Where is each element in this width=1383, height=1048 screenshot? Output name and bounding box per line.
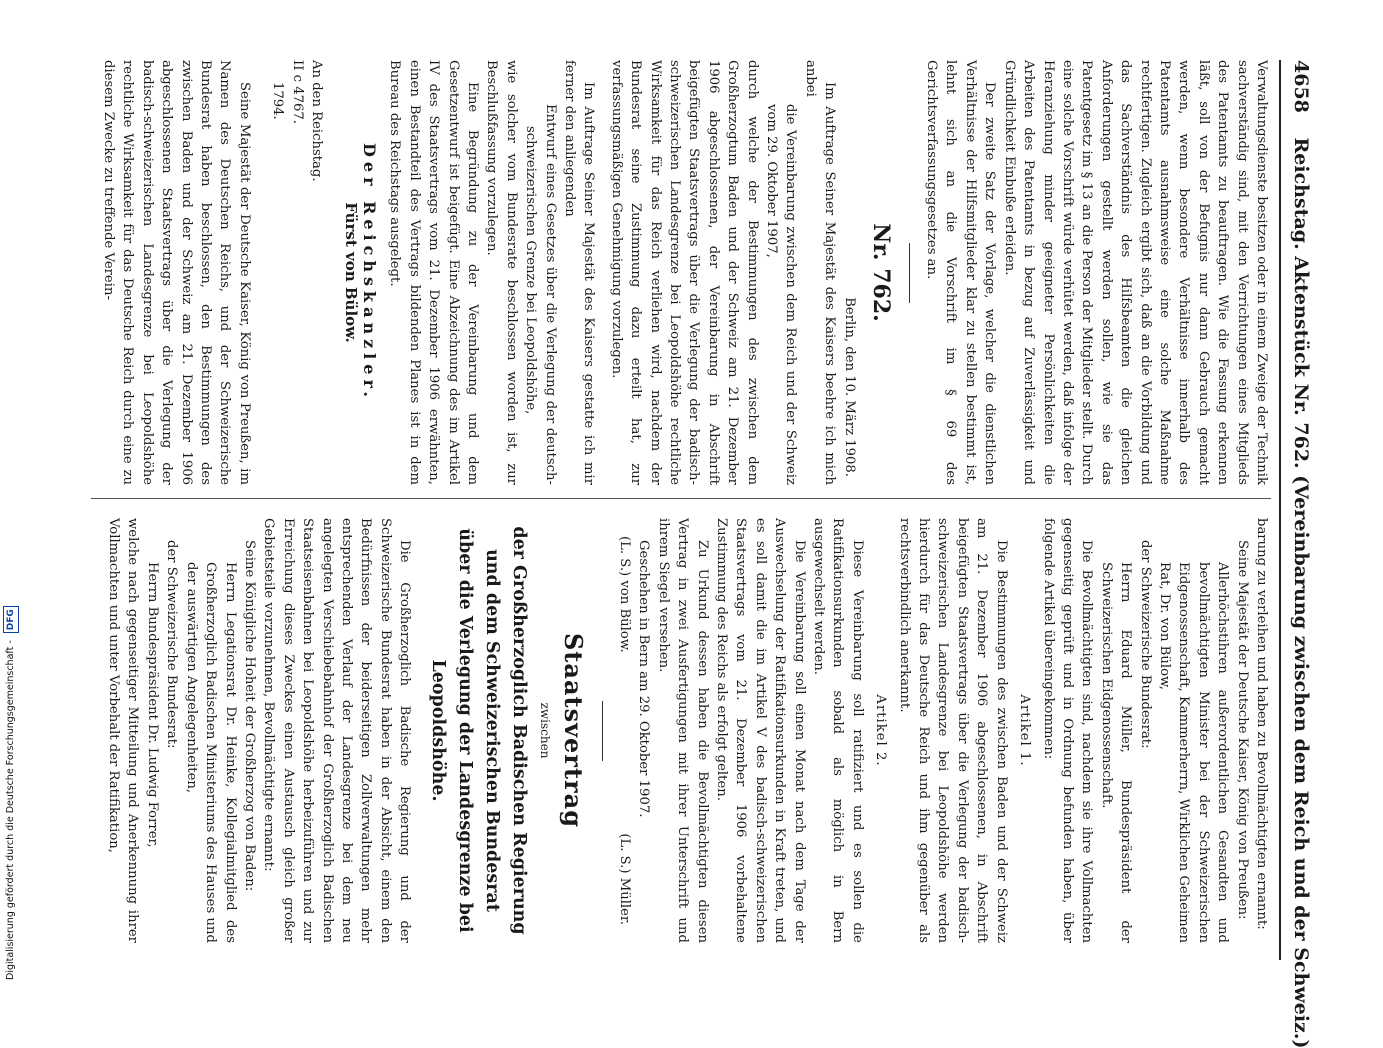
dateline: Berlin, den 10. März 1908.	[841, 297, 857, 477]
list-item: der Schweizerische Bundesrat:	[1137, 540, 1153, 749]
document-number: Nr. 762.	[867, 223, 894, 322]
right-column	[104, 518, 1271, 943]
paragraph: Diese Vereinbarung soll ratifiziert und es sollen die Ratifikationsurkunden sobald als möglich in Bern ausgewechselt werden.	[811, 518, 865, 943]
digitization-credit	[0, 560, 26, 1000]
paragraph: Im Auftrage Seiner Majestät des Kaisers gestatte ich mir ferner den anliegenden	[562, 60, 597, 485]
paragraph: Der zweite Satz der Vorlage, welcher die dienstlichen Verhältnisse der Hilfsmitglieder klar zu stellen bestimmt ist, lehnt sich an die Vorschrift im § 69 des Gerichtsverfassungsgesetzes an.	[924, 60, 998, 485]
paragraph: Seine Majestät der Deutsche Kaiser, König von Preußen, im Namen des Deutschen Reichs, und der Schweizerische Bundesrat haben beschlossen, den Bestimmungen des zwischen Baden und der Schweiz am 21. Dezember 1906 abgeschlossenen Staatsvertrags über die Verlegung der badisch-schweizerischen Landesgrenze bei Leopoldshöhe rechtliche Wirksamkeit für das Deutsche Reich durch eine zu diesem Zwecke zu treffende Verein-	[101, 60, 252, 485]
list-item: Seine Königliche Hoheit der Großherzog von Baden:	[241, 540, 257, 892]
signature-name: Fürst von Bülow.	[341, 202, 360, 343]
document-page	[80, 50, 1315, 1048]
left-column	[99, 60, 1271, 485]
dfg-logo: DFG	[3, 606, 19, 633]
paragraph: Die Bevollmächtigten sind, nachdem sie ihre Vollmachten gegenseitig geprüft und in Ordnung befunden haben, über folgende Artikel übereingekommen:	[1040, 518, 1095, 943]
credit-text: Digitalisierung gefördert durch die Deutsche Forschungsgemeinschaft -	[5, 640, 16, 980]
paragraph: Entwurf eines Gesetzes über die Verlegung der deutsch-schweizerischen Grenze bei Leopoldshöhe,	[523, 104, 558, 485]
page-header	[1279, 60, 1315, 1048]
signature-title: Der Reichskanzler.	[359, 143, 379, 402]
list-item: Herrn Bundespräsident Dr. Ludwig Forrer,	[144, 562, 160, 848]
paragraph: Eine Begründung zu der Vereinbarung und dem Gesetzentwurf ist beigefügt. Eine Abzeichnung des im Artikel IV des Staatsvertrags vom 21. Dezember 1906 erwähnten, einen Bestandteil des Vertrags bildenden Planes ist in dem Bureau des Reichstags ausgelegt.	[387, 60, 480, 485]
list-item: der Schweizerische Bundesrat:	[164, 540, 180, 749]
paragraph: durch welche der Bestimmungen des zwischen dem Großherzogtum Baden und der Schweiz am 21. Dezember 1906 abgeschlossenen, der Vereinbarung in Abschrift beigefügten Staatsvertrags über die Verlegung der badisch-schweizerischen Landesgrenze bei Leopoldshöhe rechtliche Wirksamkeit für das Reich verliehen wird, nachdem der Bundesrat seine Zustimmung dazu erteilt hat, zur verfassungsmäßigen Genehmigung vorzulegen.	[608, 60, 760, 485]
treaty-title: Staatsvertrag	[558, 632, 588, 829]
article-heading: Artikel 2.	[873, 694, 889, 767]
paragraph: wie solcher vom Bundesrate beschlossen worden ist, zur Beschlußfassung vorzulegen.	[484, 60, 519, 485]
paragraph: barung zu verleihen und haben zu Bevollmächtigten ernannt:	[1254, 518, 1269, 930]
addressee: An den Reichstag.	[309, 60, 325, 182]
paragraph: welche nach gegenseitiger Mitteilung und Anerkennung ihrer Vollmachten und unter Vorbehalt der Ratifikation,	[106, 518, 141, 943]
section-rule	[909, 243, 910, 303]
paragraph: Die Großherzoglich Badische Regierung und der Schweizerische Bundesrat haben in der Absicht, einem den Bedürfnissen der beiderseitigen Zollverwaltungen mehr entsprechenden Verlauf der Landesgrenze bei dem neu angelegten Verschiebebahnhof der Großherzoglich Badischen Staatseisenbahnen bei Leopoldshöhe herbeizuführen und zur Erreichung dieses Zweckes einen Austausch gleich großer Gebietsteile vorzunehmen, Bevollmächtigte ernannt:	[261, 518, 413, 943]
column-divider	[91, 498, 1271, 499]
signature-left: (L. S.) von Bülow.	[617, 536, 632, 653]
paragraph: die Vereinbarung zwischen dem Reich und der Schweiz vom 29. Oktober 1907,	[764, 104, 799, 485]
paragraph: Die Bestimmungen des zwischen Baden und der Schweiz am 21. Dezember 1906 abgeschlossenen, in Abschrift beigefügten Staatsvertrags über die Verlegung der badisch-schweizerischen Landesgrenze bei Leopoldshöhe werden hierdurch für das Deutsche Reich und ihm gegenüber als rechtsverbindlich anerkannt.	[896, 518, 1009, 943]
list-item: Herrn Eduard Müller, Bundespräsident der Schweizerischen Eidgenossenschaft.	[1098, 562, 1134, 943]
reference-number: 1794.	[270, 82, 286, 120]
section-rule	[602, 701, 603, 761]
treaty-subtitle: zwischen	[537, 702, 552, 759]
list-item: Herrn Legationsrat Dr. Heinke, Kollegialmitglied des Großherzoglich Badischen Ministeriums des Hauses und der auswärtigen Angelegenheiten,	[183, 562, 238, 943]
paragraph: Zu Urkund dessen haben die Bevollmächtigten diesen Vertrag in zwei Ausfertigungen mit ihrer Unterschrift und ihrem Siegel versehen.	[655, 518, 710, 943]
list-item: Seine Majestät der Deutsche Kaiser, König von Preußen:	[1234, 540, 1250, 920]
paragraph: Die Vereinbarung soll einen Monat nach dem Tage der Auswechselung der Ratifikationsurkunden in Kraft treten, und es soll damit die im Artikel V des badisch-schweizerischen Staatsvertrags vom 21. Dezember 1906 vorbehaltene Zustimmung des Reichs als erfolgt gelten.	[714, 518, 807, 943]
signature-right: (L. S.) Müller.	[617, 833, 632, 925]
reference-numbers	[287, 60, 306, 485]
list-item: Allerhöchstihren außerordentlichen Gesandten und bevollmächtigten Minister bei der Schweizerischen Eidgenossenschaft, Kammerherrn, Wirklichen Geheimen Rat, Dr. von Bülow,	[1156, 562, 1231, 943]
article-heading: Artikel 1.	[1017, 694, 1033, 767]
credit-line	[3, 560, 17, 980]
signature-row	[615, 518, 634, 943]
reference-number: II c 4767.	[289, 60, 305, 124]
paragraph: Geschehen in Bern am 29. Oktober 1907.	[636, 540, 652, 818]
paragraph: Verwaltungsdienste besitzen oder in einem Zweige der Technik sachverständig sind, mit den Verrichtungen eines Mitglieds des Patentamts zu beauftragen. Wie die Fassung erkennen läßt, soll von der Befugnis nur dann Gebrauch gemacht werden, wenn besondere Verhältnisse innerhalb des Patentamts ausnahmsweise eine solche Maßnahme rechtfertigen. Zugleich ergibt sich, daß an die Vorbildung und das Sachverständnis des Hilfsbeamten die gleichen Anforderungen gestellt werden sollen, wie sie das Patentgesetz im § 13 an die Person der Mitglieder stellt. Durch eine solche Vorschrift würde verhütet werden, daß infolge der Heranziehung minder geeigneter Persönlichkeiten die Arbeiten des Patentamts in bezug auf Zuverlässigkeit und Gründlichkeit Einbuße erleiden.	[1001, 60, 1269, 485]
page-number: 4658	[1290, 60, 1312, 113]
running-title: Reichstag. Aktenstück Nr. 762. (Vereinbarung zwischen dem Reich und der Schweiz.)	[1290, 137, 1312, 1048]
treaty-title-body: der Großherzoglich Badischen Regierung und dem Schweizerischen Bundesrat über die Verlegung der Landesgrenze bei Leopoldshöhe.	[428, 526, 530, 935]
paragraph: Im Auftrage Seiner Majestät des Kaisers beehre ich mich anbei	[802, 60, 838, 485]
